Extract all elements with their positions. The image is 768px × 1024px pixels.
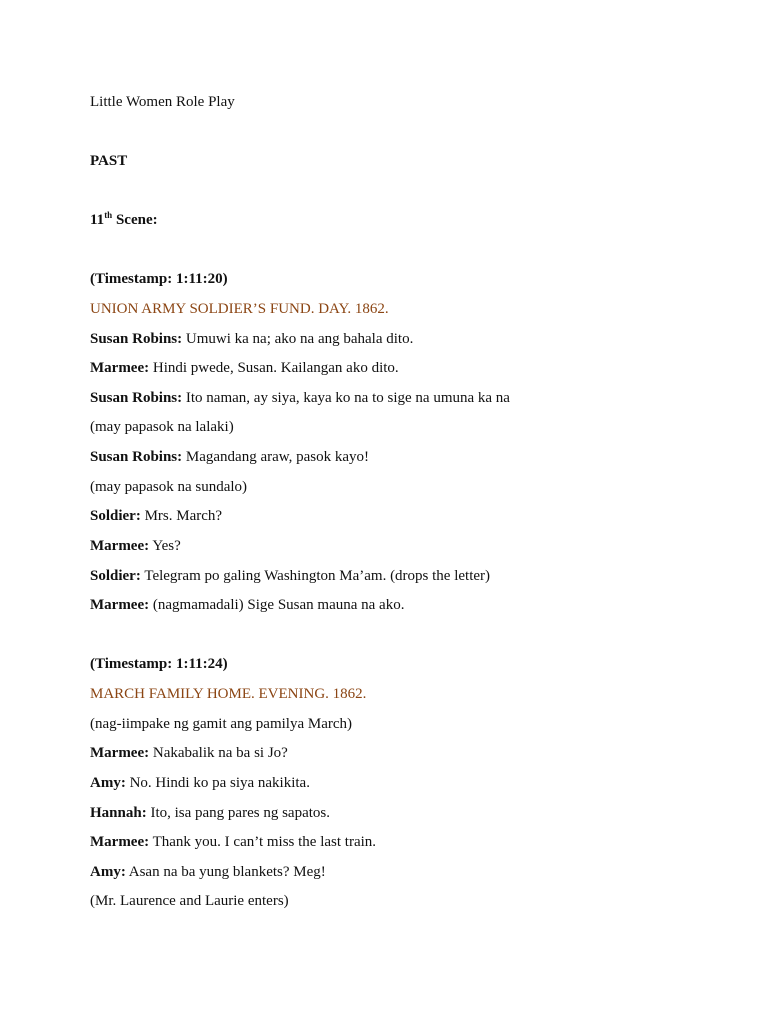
dialogue-line (90, 596, 404, 614)
dialogue-text: Thank you. I can’t miss the last train. (149, 834, 377, 850)
speaker-name: Susan Robins: (90, 331, 183, 347)
dialogue-line (90, 330, 413, 348)
dialogue-text: Umuwi ka na; ako na ang bahala dito. (182, 331, 414, 347)
stage-direction: (may papasok na sundalo) (90, 479, 248, 495)
scene-location-heading: MARCH FAMILY HOME. EVENING. 1862. (90, 686, 367, 702)
speaker-name: Amy: (90, 864, 126, 880)
stage-direction: (may papasok na lalaki) (90, 419, 234, 435)
scene-ordinal-suffix: th (104, 210, 113, 220)
dialogue-line (90, 567, 490, 585)
speaker-name: Soldier: (90, 508, 141, 524)
speaker-name: Marmee: (90, 597, 150, 613)
speaker-name: Amy: (90, 775, 126, 791)
dialogue-text: Hindi pwede, Susan. Kailangan ako dito. (149, 360, 399, 376)
dialogue-text: Ito naman, ay siya, kaya ko na to sige na umuna ka na (182, 390, 510, 406)
speaker-name: Susan Robins: (90, 390, 183, 406)
timestamp: (Timestamp: 1:11:24) (90, 656, 228, 672)
speaker-name: Soldier: (90, 568, 141, 584)
dialogue-line (90, 359, 399, 377)
dialogue-line (90, 774, 310, 792)
scene-number: 11 (90, 212, 105, 228)
dialogue-line (90, 537, 181, 555)
speaker-name: Susan Robins: (90, 449, 183, 465)
speaker-name: Marmee: (90, 834, 150, 850)
scene-heading (90, 211, 158, 229)
dialogue-text: No. Hindi ko pa siya nakikita. (125, 775, 310, 791)
dialogue-text: Magandang araw, pasok kayo! (182, 449, 370, 465)
speaker-name: Hannah: (90, 805, 147, 821)
dialogue-text: Mrs. March? (140, 508, 223, 524)
speaker-name: Marmee: (90, 745, 150, 761)
speaker-name: Marmee: (90, 538, 150, 554)
dialogue-line (90, 448, 369, 466)
stage-direction: (nag-iimpake ng gamit ang pamilya March) (90, 716, 352, 732)
stage-direction: (Mr. Laurence and Laurie enters) (90, 893, 289, 909)
section-heading: PAST (90, 153, 128, 169)
timestamp: (Timestamp: 1:11:20) (90, 271, 228, 287)
document-title: Little Women Role Play (90, 94, 235, 110)
dialogue-text: Asan na ba yung blankets? Meg! (125, 864, 326, 880)
dialogue-line (90, 833, 376, 851)
dialogue-line (90, 389, 510, 407)
dialogue-text: Nakabalik na ba si Jo? (149, 745, 288, 761)
speaker-name: Marmee: (90, 360, 150, 376)
dialogue-text: Telegram po galing Washington Ma’am. (drops the letter) (140, 568, 491, 584)
dialogue-text: Yes? (149, 538, 181, 554)
dialogue-line (90, 507, 222, 525)
scene-label: Scene: (115, 212, 158, 228)
dialogue-line (90, 863, 326, 881)
dialogue-text: Ito, isa pang pares ng sapatos. (146, 805, 330, 821)
dialogue-line (90, 804, 330, 822)
scene-location-heading: UNION ARMY SOLDIER’S FUND. DAY. 1862. (90, 301, 389, 317)
dialogue-line (90, 744, 288, 762)
dialogue-text: (nagmamadali) Sige Susan mauna na ako. (149, 597, 405, 613)
